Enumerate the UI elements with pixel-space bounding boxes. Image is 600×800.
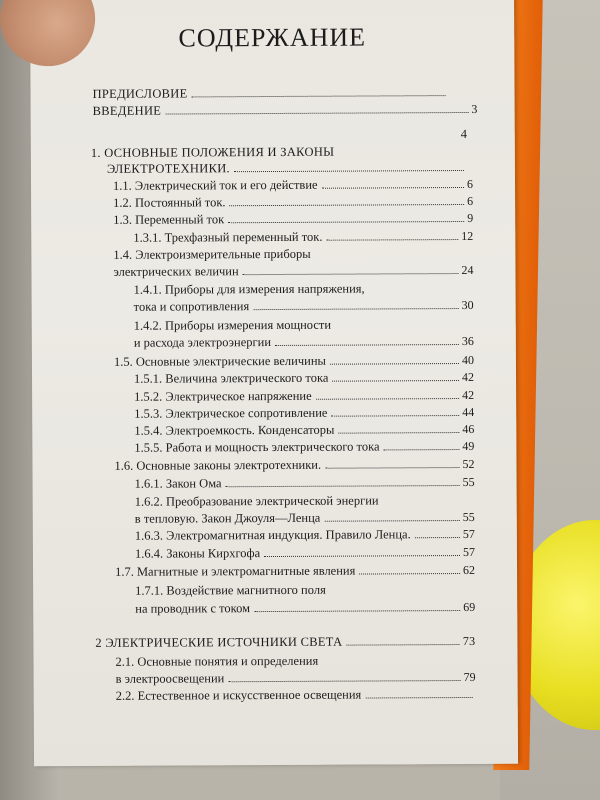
toc-entry-1-1: 1.1. Электрический ток и его действие 6 bbox=[112, 176, 474, 193]
toc-entry-2-2: 2.2. Естественное и искусственное освещения bbox=[116, 687, 476, 704]
toc-entry-1-4-2-line1: 1.4.2. Приборы измерения мощности bbox=[133, 317, 332, 333]
toc-entry-1-5-2: 1.5.2. Электрическое напряжение 42 bbox=[134, 387, 475, 404]
toc-entry-1-6-2-line1: 1.6.2. Преобразование электрической энергии bbox=[134, 493, 379, 509]
toc-entry-1-5-3: 1.5.3. Электрическое сопротивление 44 bbox=[134, 404, 475, 421]
toc-entry-1-6-4: 1.6.4. Законы Кирхгофа 57 bbox=[134, 544, 475, 561]
toc-entry-1-5-5: 1.5.5. Работа и мощность электрического тока 49 bbox=[134, 438, 475, 455]
toc-page-number: 4 bbox=[460, 126, 468, 142]
table-of-contents bbox=[30, 0, 518, 766]
toc-chapter-1-line2: ЭЛЕКТРОТЕХНИКИ. bbox=[107, 160, 467, 177]
toc-entry-preface: ПРЕДИСЛОВИЕ bbox=[93, 85, 449, 102]
toc-entry-1-3-1: 1.3.1. Трехфазный переменный ток. 12 bbox=[133, 228, 474, 245]
toc-entry-2-1-line1: 2.1. Основные понятия и определения bbox=[115, 653, 319, 669]
toc-entry-1-4-1-line2: тока и сопротивления 30 bbox=[133, 297, 474, 314]
toc-entry-1-5: 1.5. Основные электрические величины 40 bbox=[113, 352, 474, 369]
page-title: СОДЕРЖАНИЕ bbox=[178, 22, 367, 53]
book-page bbox=[30, 0, 518, 766]
toc-entry-1-7-1-line1: 1.7.1. Воздействие магнитного поля bbox=[135, 582, 326, 598]
toc-entry-1-5-4: 1.5.4. Электроемкость. Конденсаторы 46 bbox=[134, 421, 475, 438]
toc-entry-1-4-2-line2: и расхода электроэнергии 36 bbox=[133, 333, 474, 350]
toc-entry-1-4-line1: 1.4. Электроизмерительные приборы bbox=[113, 246, 311, 262]
toc-entry-1-4-1-line1: 1.4.1. Приборы для измерения напряжения, bbox=[133, 281, 365, 297]
toc-entry-2-1-line2: в электроосвещении 79 bbox=[115, 669, 476, 686]
toc-entry-1-7: 1.7. Магнитные и электромагнитные явления 62 bbox=[115, 562, 476, 579]
toc-entry-1-4-line2: электрических величин 24 bbox=[113, 262, 474, 279]
toc-entry-1-6-2-line2: в тепловую. Закон Джоуля—Ленца 55 bbox=[134, 509, 475, 526]
toc-entry-1-3: 1.3. Переменный ток 9 bbox=[113, 210, 474, 227]
toc-chapter-2: 2 ЭЛЕКТРИЧЕСКИЕ ИСТОЧНИКИ СВЕТА 73 bbox=[95, 633, 476, 650]
toc-entry-1-6-1: 1.6.1. Закон Ома 55 bbox=[134, 474, 475, 491]
toc-entry-1-7-1-line2: на проводник с током 69 bbox=[135, 599, 476, 616]
toc-chapter-1-line1: 1. ОСНОВНЫЕ ПОЛОЖЕНИЯ И ЗАКОНЫ bbox=[90, 144, 335, 160]
toc-entry-1-6: 1.6. Основные законы электротехники. 52 bbox=[114, 456, 475, 473]
toc-entry-intro: ВВЕДЕНИЕ 3 bbox=[92, 101, 478, 118]
toc-entry-1-2: 1.2. Постоянный ток. 6 bbox=[113, 193, 474, 210]
toc-entry-1-5-1: 1.5.1. Величина электрического тока 42 bbox=[133, 369, 475, 386]
toc-entry-1-6-3: 1.6.3. Электромагнитная индукция. Правило Ленца. 57 bbox=[134, 526, 475, 543]
